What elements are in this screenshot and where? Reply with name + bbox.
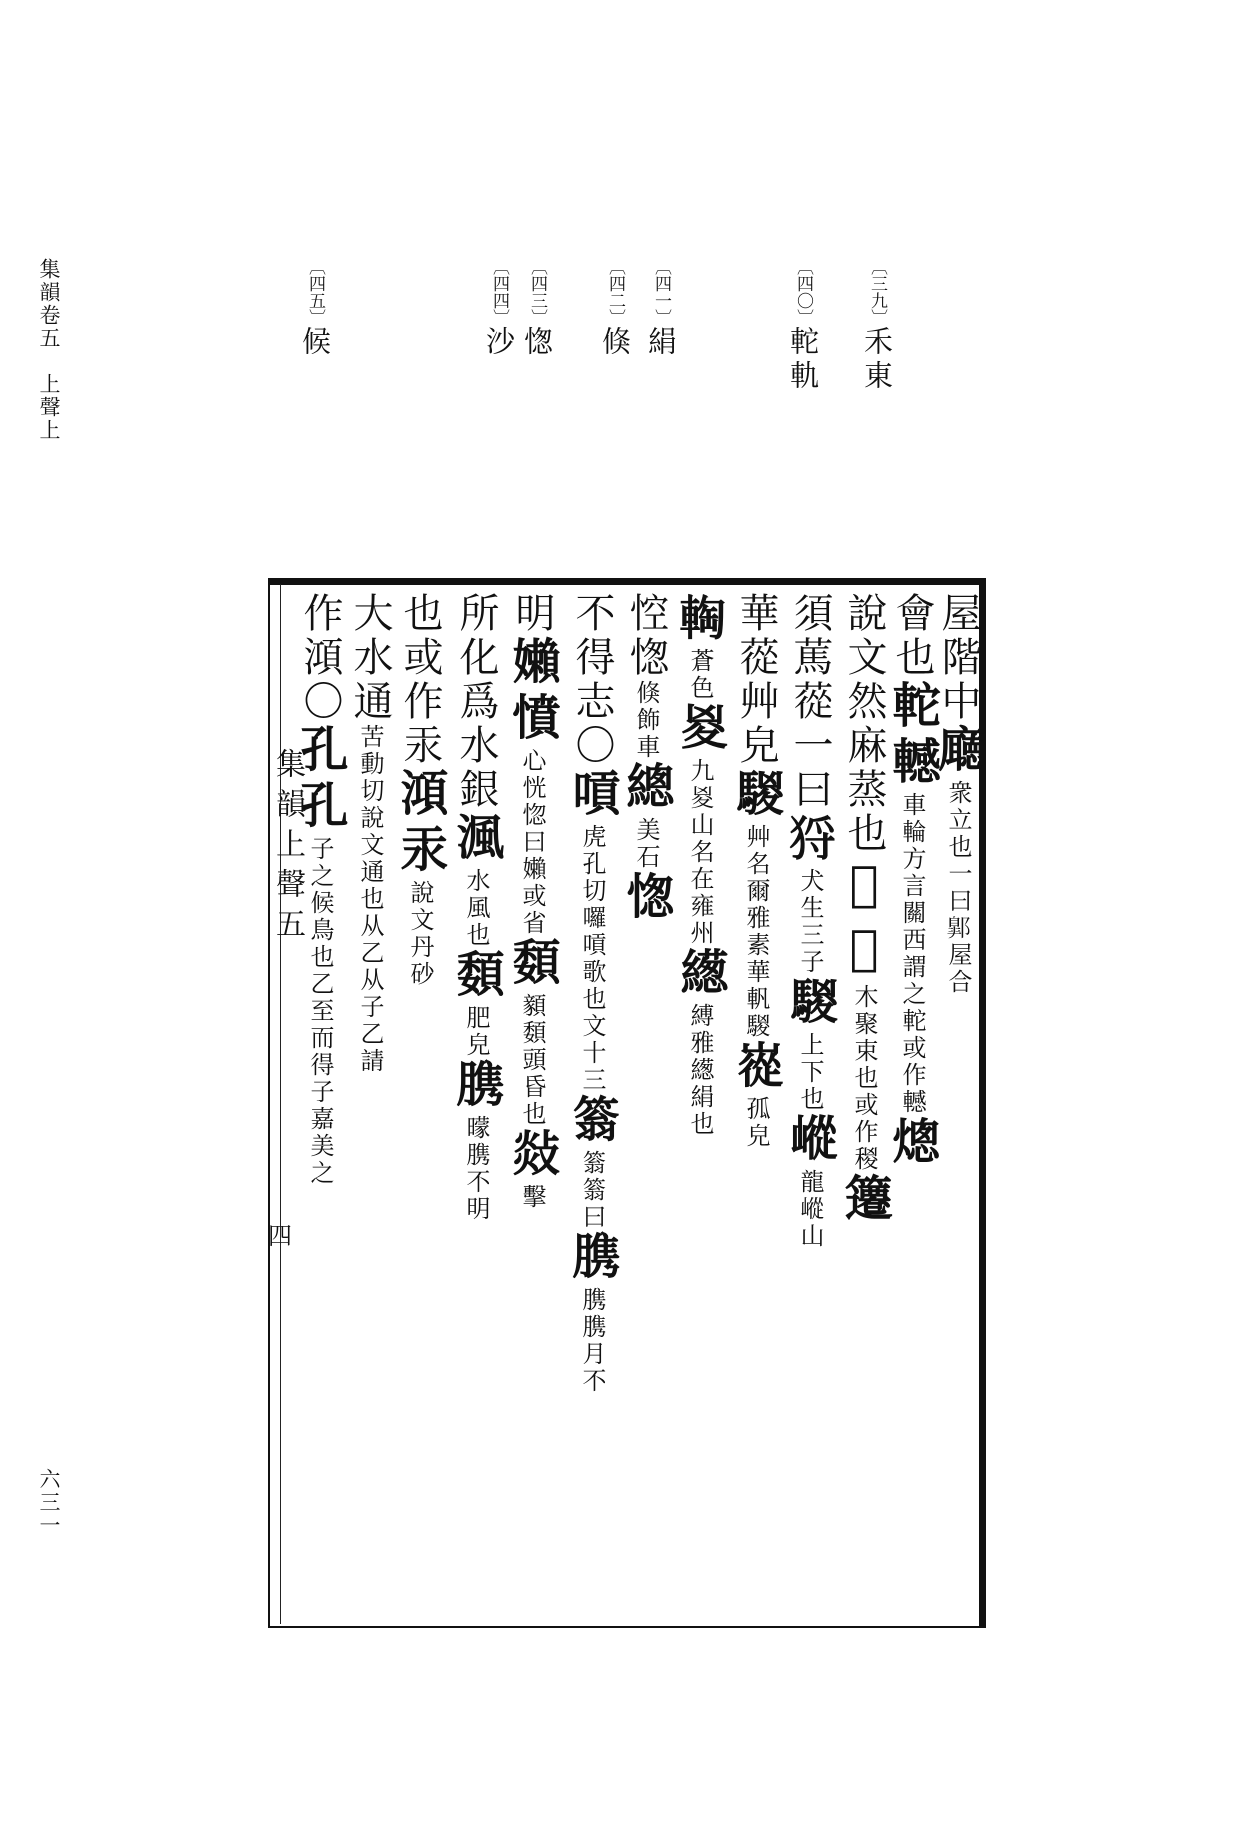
- text-column: 悾愡倏飾車總美石愡: [618, 592, 674, 927]
- text-column: 明嬾憤心恍惚曰嬾或省䫋顡䫋頭昏也敥擊: [504, 592, 560, 1211]
- text-column: 會也䡐轗車輪方言關西謂之䡐或作轗熜: [884, 592, 940, 1172]
- text-column: 𨌨蒼色㚇九㚇山名在雍州繱縛雅繱絹也: [672, 592, 728, 1138]
- text-column: 說文然麻蒸也𥠖稯木聚束也或作稯䉦: [836, 592, 892, 1229]
- text-column: 不得志〇嗊虎孔切囉嗊歌也文十三䈵䈵䈵曰䐪䐪䐪月不: [564, 592, 620, 1395]
- text-column: 作澒〇孔孔子之候鳥也乙至而得子嘉美之: [292, 592, 348, 1187]
- collation-note: 〔四〇〕䡐軌: [786, 258, 820, 394]
- collation-note: 〔四一〕絹: [644, 258, 678, 360]
- collation-note: 〔四五〕候: [298, 258, 332, 360]
- text-column: 華蓯艸皃騣艸名爾雅素華軓騣嵸孤皃: [728, 592, 784, 1150]
- collation-note: 〔三九〕禾東: [860, 258, 894, 394]
- collation-note: 〔四三〕愡: [520, 258, 554, 360]
- text-column: 也或作汞澒汞說文丹砂: [392, 592, 448, 988]
- collation-note: 〔四四〕沙: [482, 258, 516, 360]
- frame-inner-rule: [280, 584, 281, 1624]
- text-column: 所化爲水銀渢水風也䫋肥皃䐪曚䐪不明: [448, 592, 504, 1223]
- fish-tail-title: 集韻上聲五: [270, 748, 305, 948]
- page-number: 六三一: [37, 1468, 61, 1537]
- text-column: 屋階中廰衆立也一曰𨝲屋合: [930, 592, 986, 996]
- running-title: 集韻卷五 上聲上: [37, 258, 61, 442]
- fold-number: 四: [268, 1222, 292, 1250]
- text-column: 須䔍蓯一曰𤞙犬生三子騣上下也嵷龍嵷山: [782, 592, 838, 1250]
- text-column: 大水通苦動切說文通也从乙从子乙請: [347, 592, 393, 1075]
- collation-note: 〔四二〕倏: [598, 258, 632, 360]
